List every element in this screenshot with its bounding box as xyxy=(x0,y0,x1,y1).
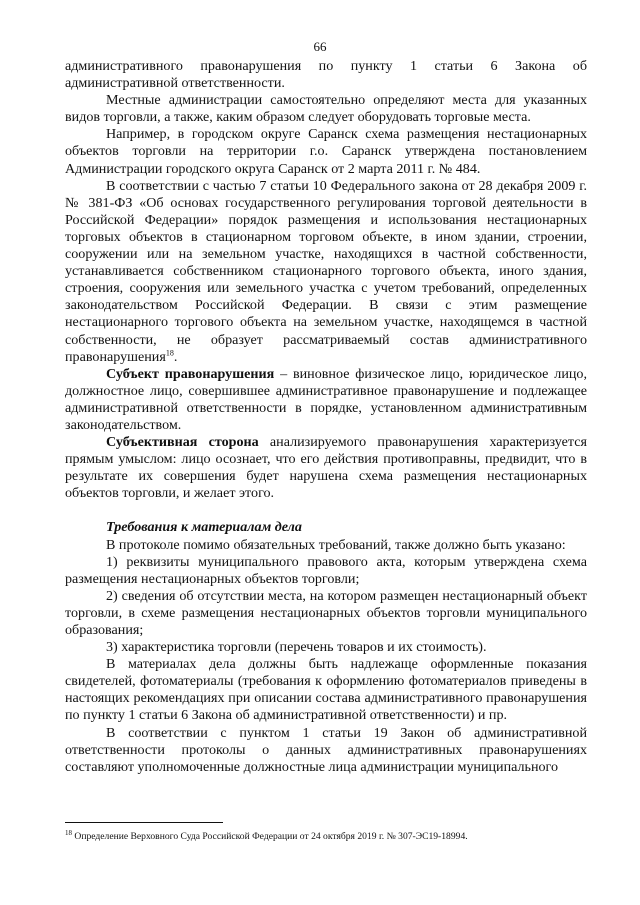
page-number: 66 xyxy=(313,39,327,54)
paragraph-subjective-side xyxy=(65,434,587,502)
paragraph-protocol-requirements: В протоколе помимо обязательных требований, также должно быть указано: xyxy=(106,536,566,553)
list-item-1: 1) реквизиты муниципального правового акта, которым утверждена схема размещения нестационарных объектов торговли; xyxy=(65,553,587,587)
paragraph-case-materials: В материалах дела должны быть надлежаще оформленные показания свидетелей, фотоматериалы (требования к оформлению фотоматериалов приведены в настоящих рекомендациях при описании состава административного правонарушения по пункту 1 статьи 6 Закона об административной ответственности) и пр. xyxy=(65,656,587,724)
paragraph-article-19: В соответствии с пунктом 1 статьи 19 Закон об административной ответственности протоколы о данных административных правонарушениях составляют уполномоченные должностные лица администрации муниципального xyxy=(65,724,587,775)
paragraph-local-administrations: Местные администрации самостоятельно определяют места для указанных видов торговли, а также, каким образом следует оборудовать торговые места. xyxy=(65,92,587,126)
subject-definition: – виновное физическое лицо, юридическое лицо, должностное лицо, совершившее административное правонарушение и подлежащее административной ответственности в порядке, установленном административным законодательством. xyxy=(65,365,587,433)
paragraph-subject xyxy=(65,366,587,434)
subjective-side-term: Субъективная сторона xyxy=(106,434,259,451)
paragraph-saransk-example: Например, в городском округе Саранск схема размещения нестационарных объектов торговли на территории г.о. Саранск утверждена постановлением Администрации городского округа Саранск от 2 марта 2011 г. № 484. xyxy=(65,126,587,177)
paragraph-federal-law-text: В соответствии с частью 7 статьи 10 Федерального закона от 28 декабря 2009 г. № 381-ФЗ «Об основах государственного регулирования торговой деятельности в Российской Федерации» порядок размещения и использования нестационарных торговых объектов в стационарном торговом объекте, в ином здании, строении, сооружении или на земельном участке, находящихся в частной собственности, устанавливается собственником стационарного торгового объекта, иного здания, строения, сооружения или земельного участка с учетом требований, определенных законодательством Российской Федерации. В связи с этим размещение нестационарного торгового объекта на земельном участке, находящемся в частной собственности, не образует рассматриваемый состав административного правонарушения xyxy=(65,177,587,365)
footnote-text: Определение Верховного Суда Российской Федерации от 24 октября 2019 г. № 307-ЭС19-18994. xyxy=(72,831,468,842)
footnote xyxy=(65,828,587,843)
paragraph-continuation: административного правонарушения по пункту 1 статьи 6 Закона об административной ответственности. xyxy=(65,58,587,92)
list-item-3: 3) характеристика торговли (перечень товаров и их стоимость). xyxy=(106,639,487,656)
paragraph-federal-law-end: . xyxy=(173,348,178,365)
paragraph-federal-law xyxy=(65,178,587,366)
footnote-ref-18: 18 xyxy=(165,347,174,357)
list-item-2: 2) сведения об отсутствии места, на котором размещен нестационарный объект торговли, в схеме размещения нестационарных объектов торговли муниципального образования; xyxy=(65,587,587,638)
footnote-divider xyxy=(65,822,223,823)
subjective-side-definition: анализируемого правонарушения характеризуется прямым умыслом: лицо осознает, что его действия противоправны, предвидит, что в результате их совершения будет нарушена схема размещения нестационарных объектов торговли, и желает этого. xyxy=(65,434,587,502)
page-body xyxy=(65,58,587,776)
subject-term: Субъект правонарушения xyxy=(106,365,275,382)
section-heading: Требования к материалам дела xyxy=(106,519,302,536)
footnote-number: 18 xyxy=(65,828,72,837)
